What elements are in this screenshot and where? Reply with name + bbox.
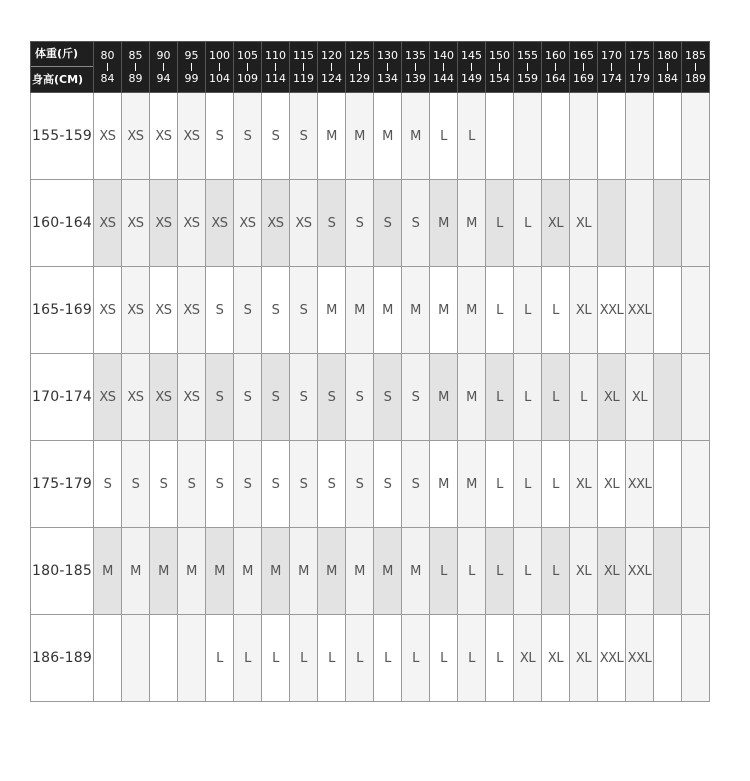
weight-low: 130 (377, 49, 398, 62)
size-cell: S (402, 441, 430, 528)
size-cell: S (262, 441, 290, 528)
size-cell: S (402, 180, 430, 267)
size-cell: L (514, 528, 542, 615)
size-cell: M (346, 528, 374, 615)
size-cell: XXL (626, 267, 654, 354)
weight-range-separator (275, 63, 276, 71)
size-cell: XS (94, 267, 122, 354)
size-cell: M (318, 93, 346, 180)
size-cell: L (486, 180, 514, 267)
size-cell: XS (94, 93, 122, 180)
size-cell (654, 267, 682, 354)
weight-column-header (178, 42, 206, 93)
size-cell: L (206, 615, 234, 702)
size-cell: S (402, 354, 430, 441)
size-cell (598, 93, 626, 180)
size-cell: XL (626, 354, 654, 441)
size-cell: S (318, 441, 346, 528)
weight-low: 85 (128, 49, 143, 62)
size-cell: L (430, 93, 458, 180)
size-cell (598, 180, 626, 267)
size-cell: M (318, 528, 346, 615)
weight-high: 164 (545, 72, 566, 85)
weight-column-header (570, 42, 598, 93)
size-cell: S (178, 441, 206, 528)
size-cell (178, 615, 206, 702)
size-row (31, 354, 710, 441)
size-cell: L (318, 615, 346, 702)
weight-low: 150 (489, 49, 510, 62)
size-cell: S (262, 93, 290, 180)
weight-high: 174 (601, 72, 622, 85)
size-cell: M (290, 528, 318, 615)
size-cell: XS (94, 180, 122, 267)
size-cell: XXL (598, 267, 626, 354)
size-cell: S (290, 93, 318, 180)
size-cell: S (206, 354, 234, 441)
weight-high: 109 (237, 72, 258, 85)
size-cell: L (290, 615, 318, 702)
size-cell: L (430, 528, 458, 615)
size-cell: S (150, 441, 178, 528)
corner-divider (31, 66, 93, 67)
size-row (31, 93, 710, 180)
weight-column-header (514, 42, 542, 93)
weight-column-header (402, 42, 430, 93)
size-cell: L (514, 267, 542, 354)
size-cell: XL (514, 615, 542, 702)
size-cell: XL (542, 180, 570, 267)
size-cell: S (374, 354, 402, 441)
size-cell: XXL (598, 615, 626, 702)
size-cell: M (374, 267, 402, 354)
weight-column-header (234, 42, 262, 93)
size-cell: XS (150, 267, 178, 354)
size-cell: L (514, 180, 542, 267)
size-cell: L (486, 528, 514, 615)
weight-range-separator (695, 63, 696, 71)
weight-low: 80 (100, 49, 115, 62)
corner-header-cell (31, 42, 94, 93)
size-cell: M (458, 180, 486, 267)
weight-column-header (290, 42, 318, 93)
size-cell: M (206, 528, 234, 615)
size-chart-table (30, 41, 710, 702)
weight-high: 124 (321, 72, 342, 85)
weight-low: 135 (405, 49, 426, 62)
weight-low: 120 (321, 49, 342, 62)
size-cell (94, 615, 122, 702)
weight-column-header (486, 42, 514, 93)
weight-column-header (598, 42, 626, 93)
size-cell: S (206, 441, 234, 528)
size-cell: S (94, 441, 122, 528)
weight-range-separator (583, 63, 584, 71)
size-cell: S (290, 267, 318, 354)
size-cell: M (262, 528, 290, 615)
size-cell: L (542, 354, 570, 441)
size-cell (626, 180, 654, 267)
size-cell (122, 615, 150, 702)
size-cell: L (402, 615, 430, 702)
weight-high: 94 (156, 72, 171, 85)
size-cell: M (458, 441, 486, 528)
weight-column-header (206, 42, 234, 93)
size-cell: L (458, 93, 486, 180)
weight-high: 144 (433, 72, 454, 85)
weight-high: 119 (293, 72, 314, 85)
size-cell: S (290, 354, 318, 441)
weight-low: 165 (573, 49, 594, 62)
size-cell: S (346, 441, 374, 528)
size-cell: L (542, 528, 570, 615)
size-cell: L (570, 354, 598, 441)
size-cell: M (430, 354, 458, 441)
size-row (31, 267, 710, 354)
size-cell: L (430, 615, 458, 702)
size-cell: M (430, 180, 458, 267)
size-cell: S (374, 180, 402, 267)
size-cell: XS (206, 180, 234, 267)
size-cell: XS (178, 180, 206, 267)
weight-high: 189 (685, 72, 706, 85)
size-cell: L (542, 441, 570, 528)
weight-high: 114 (265, 72, 286, 85)
size-cell: XS (290, 180, 318, 267)
size-cell: XL (598, 354, 626, 441)
weight-high: 179 (629, 72, 650, 85)
size-cell: XXL (626, 441, 654, 528)
weight-high: 154 (489, 72, 510, 85)
weight-range-separator (219, 63, 220, 71)
size-row (31, 528, 710, 615)
weight-range-separator (107, 63, 108, 71)
weight-high: 149 (461, 72, 482, 85)
weight-column-header (94, 42, 122, 93)
size-cell (570, 93, 598, 180)
height-range-cell: 186-189 (31, 615, 94, 702)
size-cell (682, 93, 710, 180)
size-cell: M (402, 267, 430, 354)
weight-range-separator (443, 63, 444, 71)
size-cell: S (262, 267, 290, 354)
weight-range-separator (135, 63, 136, 71)
size-cell: L (262, 615, 290, 702)
size-cell (150, 615, 178, 702)
size-cell (654, 180, 682, 267)
weight-column-header (682, 42, 710, 93)
size-cell: XL (598, 528, 626, 615)
weight-range-separator (359, 63, 360, 71)
size-cell: M (458, 354, 486, 441)
weight-high: 89 (128, 72, 143, 85)
size-cell (682, 615, 710, 702)
height-range-cell: 175-179 (31, 441, 94, 528)
weight-low: 185 (685, 49, 706, 62)
size-cell: XS (122, 180, 150, 267)
height-range-cell: 180-185 (31, 528, 94, 615)
size-chart-body (31, 93, 710, 702)
weight-high: 129 (349, 72, 370, 85)
size-cell (682, 180, 710, 267)
weight-column-header (430, 42, 458, 93)
weight-high: 139 (405, 72, 426, 85)
weight-range-separator (387, 63, 388, 71)
weight-column-header (542, 42, 570, 93)
weight-column-header (150, 42, 178, 93)
weight-range-separator (639, 63, 640, 71)
size-cell: M (374, 528, 402, 615)
size-cell (514, 93, 542, 180)
size-cell: L (374, 615, 402, 702)
size-cell: M (122, 528, 150, 615)
size-cell: S (346, 354, 374, 441)
height-range-cell: 170-174 (31, 354, 94, 441)
weight-low: 145 (461, 49, 482, 62)
weight-high: 104 (209, 72, 230, 85)
height-range-cell: 165-169 (31, 267, 94, 354)
size-cell: XS (150, 93, 178, 180)
size-cell: S (206, 267, 234, 354)
size-cell: M (402, 528, 430, 615)
weight-range-separator (471, 63, 472, 71)
size-cell: M (178, 528, 206, 615)
size-row (31, 615, 710, 702)
size-cell: XL (570, 528, 598, 615)
weight-low: 90 (156, 49, 171, 62)
size-cell: L (486, 441, 514, 528)
size-cell (682, 441, 710, 528)
weight-column-header (626, 42, 654, 93)
size-cell: M (430, 441, 458, 528)
header-row (31, 42, 710, 93)
size-cell: M (374, 93, 402, 180)
weight-low: 170 (601, 49, 622, 62)
size-cell: XS (150, 180, 178, 267)
size-cell: M (234, 528, 262, 615)
size-cell: M (150, 528, 178, 615)
weight-range-separator (555, 63, 556, 71)
weight-high: 84 (100, 72, 115, 85)
weight-range-separator (331, 63, 332, 71)
weight-high: 169 (573, 72, 594, 85)
weight-low: 95 (184, 49, 199, 62)
size-cell: M (430, 267, 458, 354)
size-cell: L (234, 615, 262, 702)
size-cell: M (346, 267, 374, 354)
size-cell (654, 528, 682, 615)
weight-column-header (122, 42, 150, 93)
size-cell: L (458, 615, 486, 702)
weight-low: 180 (657, 49, 678, 62)
weight-range-separator (499, 63, 500, 71)
size-cell: L (542, 267, 570, 354)
size-cell (486, 93, 514, 180)
weight-high: 159 (517, 72, 538, 85)
size-cell: XS (122, 354, 150, 441)
weight-range-separator (527, 63, 528, 71)
weight-column-header (654, 42, 682, 93)
weight-range-separator (415, 63, 416, 71)
size-cell (542, 93, 570, 180)
size-cell (682, 528, 710, 615)
size-cell: XS (150, 354, 178, 441)
size-cell: XL (542, 615, 570, 702)
size-cell: S (206, 93, 234, 180)
size-row (31, 441, 710, 528)
size-cell: S (122, 441, 150, 528)
height-range-cell: 160-164 (31, 180, 94, 267)
weight-low: 175 (629, 49, 650, 62)
weight-range-separator (191, 63, 192, 71)
size-cell: XS (234, 180, 262, 267)
size-cell: S (318, 180, 346, 267)
size-cell (654, 354, 682, 441)
weight-column-header (346, 42, 374, 93)
weight-low: 100 (209, 49, 230, 62)
weight-high: 99 (184, 72, 199, 85)
size-cell: XL (570, 267, 598, 354)
size-cell: S (234, 93, 262, 180)
size-cell: L (514, 354, 542, 441)
weight-range-separator (667, 63, 668, 71)
size-cell: S (346, 180, 374, 267)
weight-column-header (374, 42, 402, 93)
size-cell: M (318, 267, 346, 354)
weight-range-separator (247, 63, 248, 71)
size-cell (682, 267, 710, 354)
weight-low: 125 (349, 49, 370, 62)
size-cell: XS (178, 93, 206, 180)
size-cell: XS (178, 267, 206, 354)
weight-high: 134 (377, 72, 398, 85)
size-cell (654, 615, 682, 702)
weight-range-separator (163, 63, 164, 71)
size-cell: XS (94, 354, 122, 441)
size-cell: XXL (626, 615, 654, 702)
size-cell: XS (262, 180, 290, 267)
size-cell: S (234, 354, 262, 441)
size-cell: S (262, 354, 290, 441)
weight-low: 115 (293, 49, 314, 62)
height-range-cell: 155-159 (31, 93, 94, 180)
weight-column-header (458, 42, 486, 93)
weight-low: 155 (517, 49, 538, 62)
size-row (31, 180, 710, 267)
size-cell: XL (570, 441, 598, 528)
height-header-label: 身高(CM) (32, 73, 84, 86)
size-cell: XL (570, 615, 598, 702)
size-cell: L (486, 354, 514, 441)
weight-low: 110 (265, 49, 286, 62)
size-cell: M (458, 267, 486, 354)
size-cell (626, 93, 654, 180)
size-cell (654, 441, 682, 528)
size-cell: L (458, 528, 486, 615)
size-cell: L (486, 615, 514, 702)
weight-header-label: 体重(斤) (35, 47, 79, 60)
size-cell: S (374, 441, 402, 528)
size-cell: S (234, 441, 262, 528)
weight-column-header (262, 42, 290, 93)
size-cell: XL (598, 441, 626, 528)
weight-low: 140 (433, 49, 454, 62)
weight-low: 105 (237, 49, 258, 62)
size-cell (682, 354, 710, 441)
size-cell: XS (178, 354, 206, 441)
size-cell: M (94, 528, 122, 615)
size-cell: L (514, 441, 542, 528)
size-cell: L (486, 267, 514, 354)
size-cell: XL (570, 180, 598, 267)
size-cell: S (318, 354, 346, 441)
size-cell: M (346, 93, 374, 180)
weight-column-header (318, 42, 346, 93)
weight-range-separator (611, 63, 612, 71)
size-cell: XS (122, 93, 150, 180)
size-cell: S (234, 267, 262, 354)
size-cell: L (346, 615, 374, 702)
weight-range-separator (303, 63, 304, 71)
weight-high: 184 (657, 72, 678, 85)
weight-low: 160 (545, 49, 566, 62)
size-cell: M (402, 93, 430, 180)
size-cell (654, 93, 682, 180)
size-cell: XS (122, 267, 150, 354)
size-cell: S (290, 441, 318, 528)
size-cell: XXL (626, 528, 654, 615)
